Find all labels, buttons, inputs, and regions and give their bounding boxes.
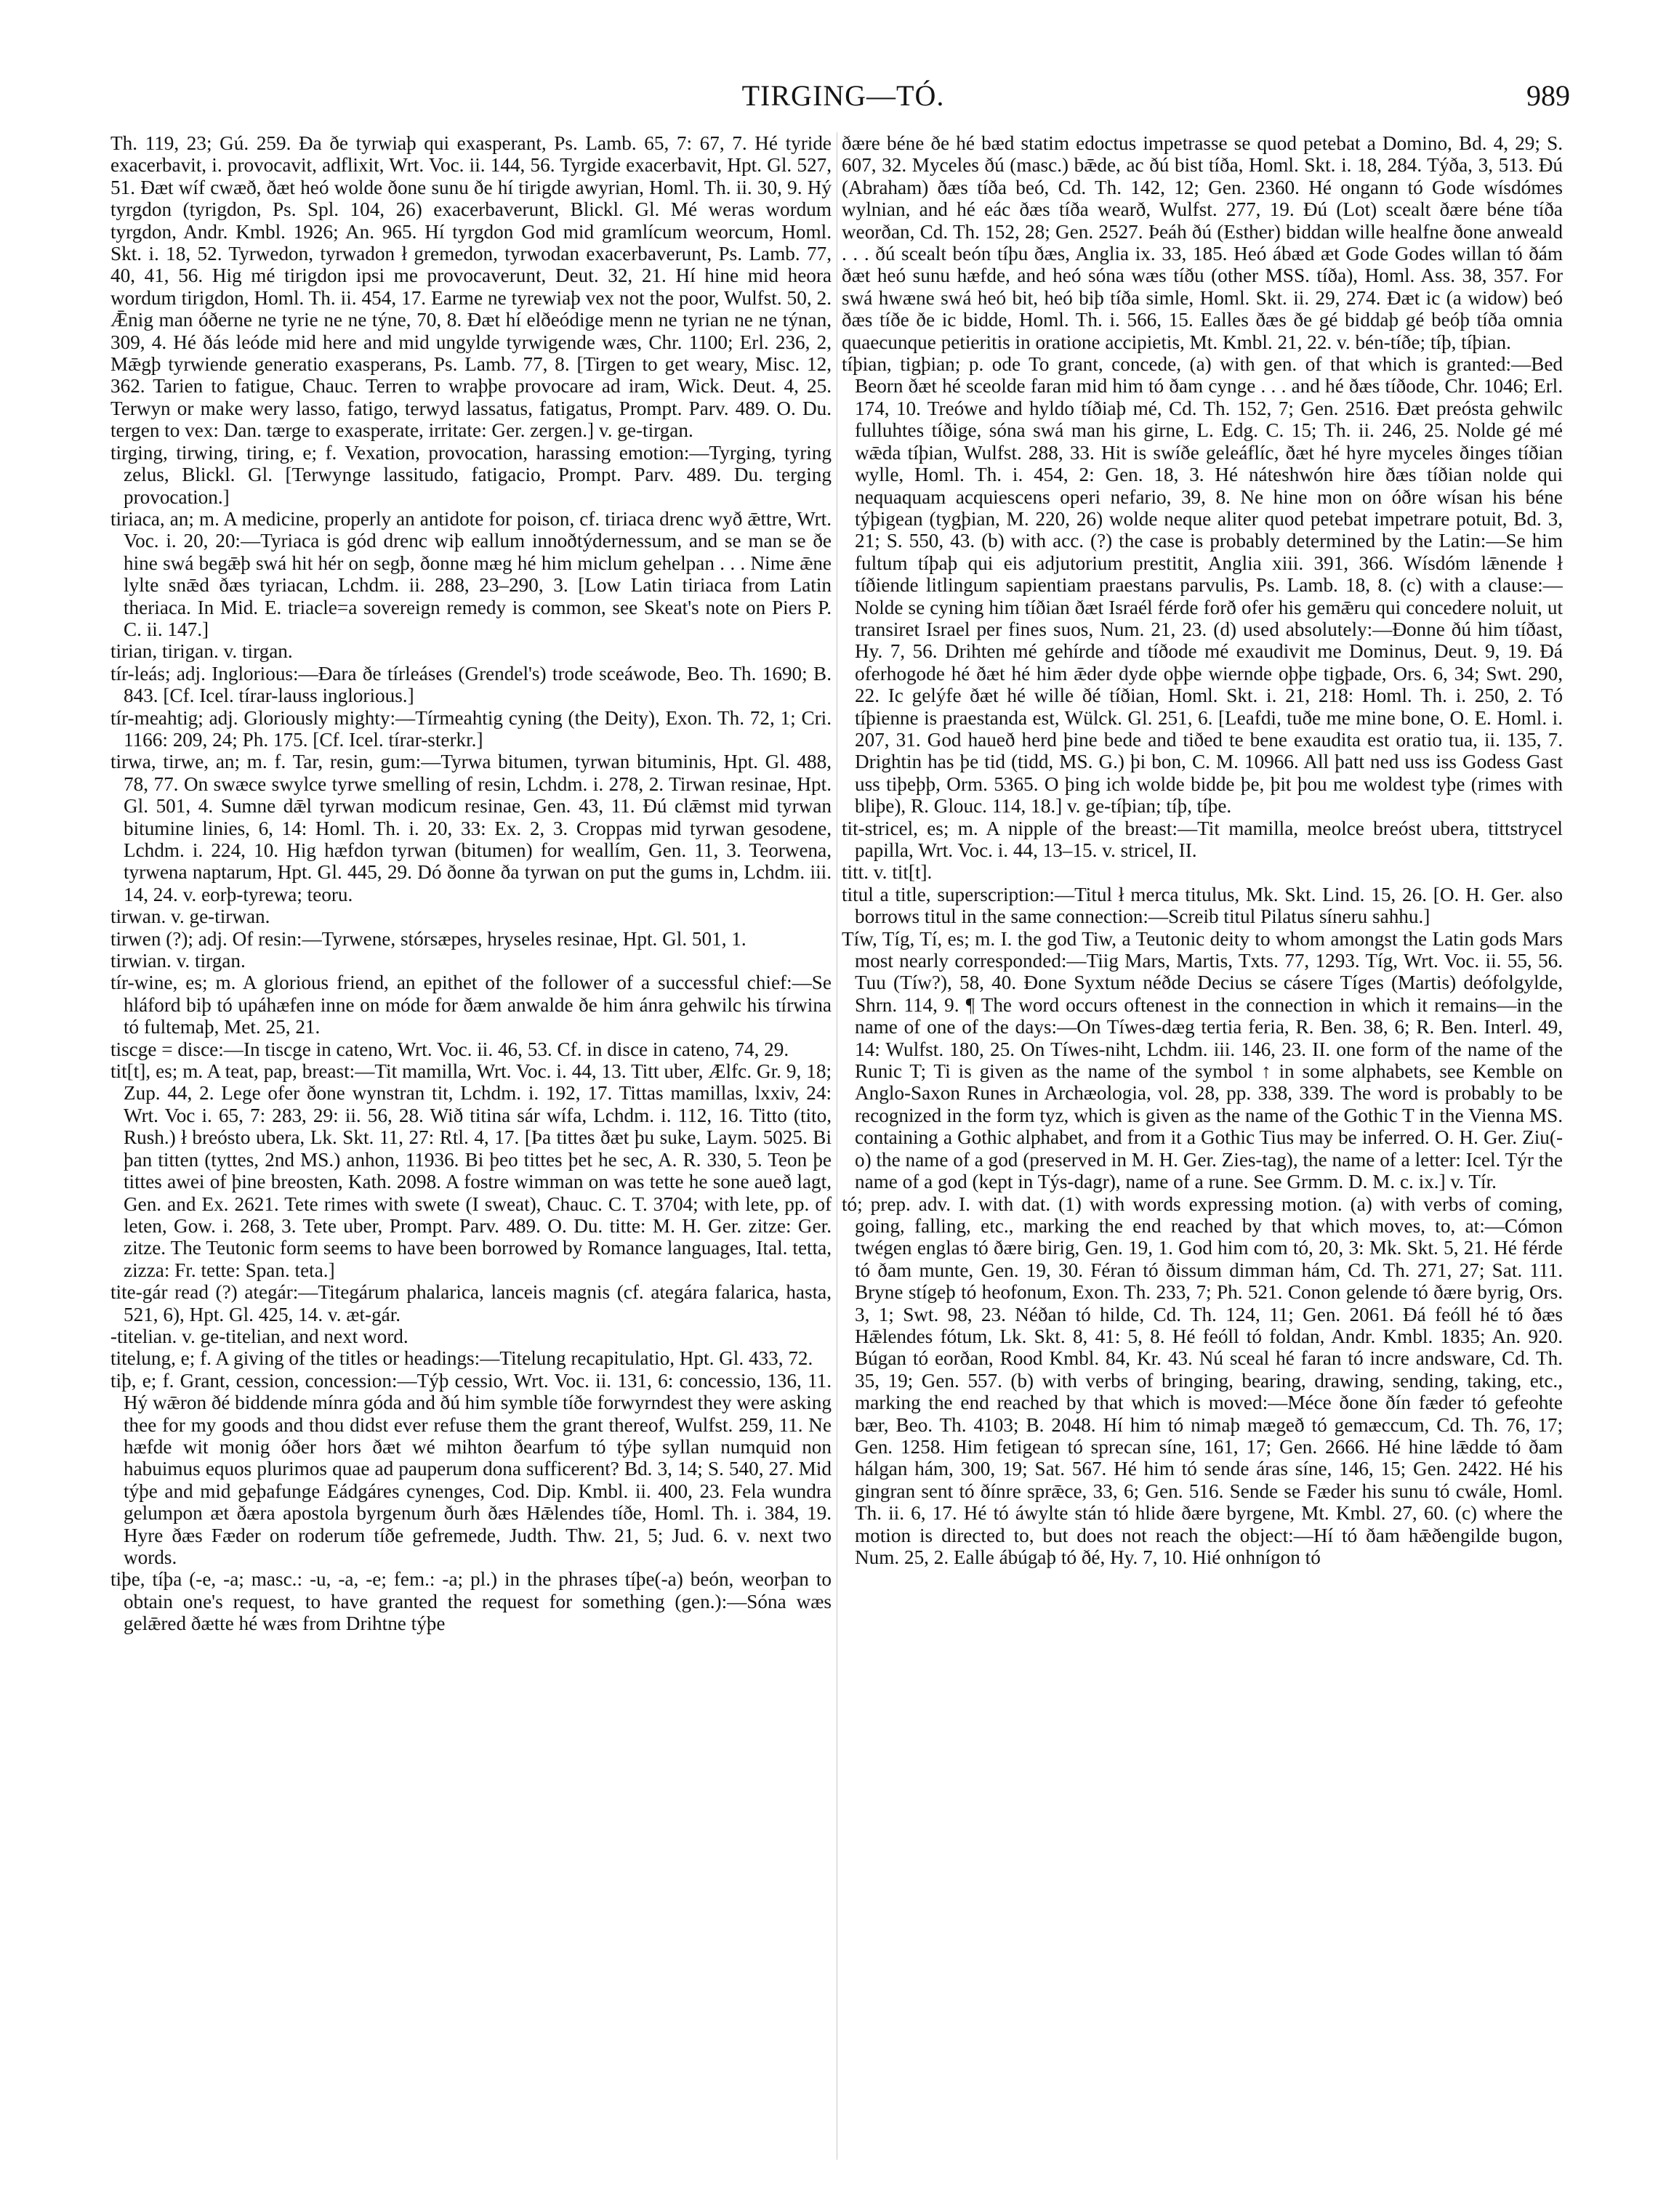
entry-tit-stricel: tit-stricel, es; m. A nipple of the breast:—Tit mamilla, meolce breóst ubera, tittstrycel papilla, Wrt. Voc. i. 44, 13–15. v. stricel, II. [842,817,1563,861]
entry-tithian: tíþian, tigþian; p. ode To grant, concede, (a) with gen. of that which is granted:—Bed Beorn ðæt hé sceolde faran mid him tó ðam cynge . . . and hé ðæs tíðode, Chr. 1046; Erl. 174, 10. Treówe and hyldo tíðiaþ mé, Cd. Th. 152, 7; Gen. 2516. Ðæt preósta gehwilc fulluhtes tíðige, sóna swá man his girne, L. Edg. C. 15; Th. ii. 246, 25. Nolde gé mé wǣda tíþian, Wulfst. 288, 33. Hit is swíðe geleáflíc, ðæt hé hyre myceles ðinges tíðian wylle, Homl. Th. i. 454, 2: Gen. 18, 3. Hé náteshwón hire ðæs tíðian nolde qui nequaquam acquiescens operi nefario, 39, 8. Ne hine mon on óðre wísan his béne týþigean (tygþian, M. 220, 26) wolde neque aliter quod petebat impetrare potuit, Bd. 3, 21; S. 550, 43. (b) with acc. (?) the case is probably determined by the Latin:—Se him fultum tíþaþ qui eis adjutorium prestitit, Anglia xiii. 391, 366. Wísdóm lǣnende ł tíðiende litlingum sapientiam praestans parvulis, Ps. Lamb. 18, 8. (c) with a clause:—Nolde se cyning him tíðian ðæt Israél férde forð ofer his gemǣru qui concedere noluit, ut transiret Israel per fines suos, Num. 21, 23. (d) used absolutely:—Ðonne ðú him tíðast, Hy. 7, 56. Drihten mé gehírde and tíðode mé exaudivit me Dominus, Deut. 9, 19. Ðá oferhogode hé ðæt hé him ǣder dyde oþþe wiernde oþþe tigþade, Ors. 6, 34; Swt. 290, 22. Ic gelýfe ðæt hé wille ðé tíðian, Homl. Skt. i. 21, 218: Homl. Th. i. 250, 2. Tó tíþienne is praestanda est, Wülck. Gl. 251, 6. [Leafdi, tuðe me mine bone, O. E. Homl. i. 207, 31. God haueð herd þine bede and tiðed te bene exaudita est oratio tua, ii. 135, 7. Drightin has þe tid (tidd, MS. G.) þi bon, C. M. 10966. All þatt ned uss iss Godess Gast uss tiþeþþ, Orm. 5365. O þing ich wolde bidde þe, þit þou me woldest tyþe (rimes with bliþe), R. Glouc. 114, 18.] v. ge-tíþian; tíþ, tíþe. [842,353,1563,818]
entry-continuation: Th. 119, 23; Gú. 259. Ða ðe tyrwiaþ qui exasperant, Ps. Lamb. 65, 7: 67, 7. Hé tyride exacerbavit, i. provocavit, adflixit, Wrt. Voc. ii. 144, 56. Tyrgide exacerbavit, Hpt. Gl. 527, 51. Ðæt wíf cwæð, ðæt heó wolde ðone sunu ðe hí tirigde awyrian, Homl. Th. ii. 30, 9. Hý tyrgdon (tyrigdon, Ps. Spl. 104, 26) exacerbaverunt, Blickl. Gl. Mé weras wordum tyrgdon, Andr. Kmbl. 1926; An. 965. Hí tyrgdon God mid gramlícum weorcum, Homl. Skt. i. 18, 52. Tyrwedon, tyrwadon ł gremedon, tyrwodan exacerbaverunt, Ps. Lamb. 77, 40, 41, 56. Hig mé tirigdon ipsi me provocaverunt, Deut. 32, 21. Hí hine mid heora wordum tirigdon, Homl. Th. ii. 454, 17. Earme ne tyrewiaþ vex not the poor, Wulfst. 50, 2. Ǣnig man óðerne ne tyrie ne ne týne, 70, 8. Ðæt hí elðeódige menn ne tyrian ne ne týnan, 309, 4. Hé ðás leóde mid here and mid ungylde tyrwigende wæs, Chr. 1100; Erl. 236, 2, Mǣgþ tyrwiende generatio exasperans, Ps. Lamb. 77, 8. [Tirgen to get weary, Misc. 12, 362. Tarien to fatigue, Chauc. Terren to wraþþe provocare ad iram, Wick. Deut. 4, 25. Terwyn or make wery lasso, fatigo, terwyd lassatus, fatigatus, Prompt. Parv. 489. O. Du. tergen to vex: Dan. tærge to exasperate, irritate: Ger. zergen.] v. ge-tirgan. [110,132,832,442]
entry-titelung: titelung, e; f. A giving of the titles or headings:—Titelung recapitulatio, Hpt. Gl. 433, 72. [110,1347,813,1370]
right-column [842,132,1563,2160]
entry-to: tó; prep. adv. I. with dat. (1) with words expressing motion. (a) with verbs of coming, going, falling, etc., marking the end reached by that which moves, to, at:—Cómon twégen englas tó ðære birig, Gen. 19, 1. God him com tó, 20, 3: Mk. Skt. 5, 21. Hé férde tó ðam munte, Gen. 19, 30. Féran tó ðissum dimman hám, Cd. Th. 271, 27; Sat. 111. Bryne stígeþ tó heofonum, Exon. Th. 233, 7; Ph. 521. Conon gelende tó ðære byrig, Ors. 3, 1; Swt. 98, 23. Néðan tó hilde, Cd. Th. 124, 11; Gen. 2061. Ðá feóll hé tó ðæs Hǣlendes fótum, Lk. Skt. 8, 41: 5, 8. Hé feóll tó foldan, Andr. Kmbl. 1835; An. 920. Búgan tó eorðan, Rood Kmbl. 84, Kr. 43. Nú sceal hé faran tó incre andsware, Cd. Th. 35, 19; Gen. 557. (b) with verbs of bringing, bearing, drawing, sending, taking, etc., marking the end reached by that which is moved:—Méce ðone ðín fæder tó gefeohte bær, Beo. Th. 4103; B. 2048. Hí him tó nimaþ mægeð tó gemæccum, Cd. Th. 76, 17; Gen. 1258. Him fetigean tó sprecan síne, 161, 17; Gen. 2666. Hé hine lǣdde tó ðam hálgan hám, 300, 19; Sat. 567. Hé him tó sende áras síne, 146, 15; Gen. 2422. Hé his gingran sent tó ðínre sprǣce, 33, 6; Gen. 516. Sende se Fæder his sunu tó cwále, Homl. Th. ii. 6, 17. Hé tó áwylte stán tó hlide ðære byrgene, Mt. Kmbl. 27, 60. (c) where the motion is directed to, but does not reach the object:—Hí tó ðam hǣðengilde bugon, Num. 25, 2. Ealle ábúgaþ tó ðé, Hy. 7, 10. Hié onhnígon tó [842,1192,1563,1568]
entry-titt-ref: titt. v. tit[t]. [842,861,933,884]
entry-tirwen: tirwen (?); adj. Of resin:—Tyrwene, stórsæpes, hryseles resinae, Hpt. Gl. 501, 1. [110,927,747,950]
entry-tite-gar: tite-gár read (?) ategár:—Titegárum phalarica, lanceis magnis (cf. ategára falarica, hasta, 521, 6), Hpt. Gl. 425, 14. v. æt-gár. [110,1281,832,1325]
entry-tith: tiþ, e; f. Grant, cession, concession:—Týþ cessio, Wrt. Voc. ii. 131, 6: concessio, 136, 11. Hý wǣron ðé biddende mínra góda and ðú him symble tíðe forwyrndest they were asking thee for my goods and thou didst ever refuse them the grant thereof, Wulfst. 259, 11. Ne hæfde wit monig óðer hors ðæt wé mihton ðearfum tó týþe syllan numquid non habuimus equos plurimos quae ad pauperum dona sufficerent? Bd. 3, 14; S. 540, 27. Mid týþe and mid geþafunge Eádgáres cynenges, Cod. Dip. Kmbl. ii. 400, 23. Fela wundra gelumpon æt ðæra apostola byrgenum ðurh ðæs Hǣlendes tíðe, Homl. Th. i. 384, 19. Hyre ðæs Fæder on roderum tíðe gefremede, Judth. Thw. 21, 5; Jud. 6. v. next two words. [110,1369,832,1568]
entry-tiw: Tíw, Tíg, Tí, es; m. I. the god Tiw, a Teutonic deity to whom amongst the Latin gods Mars most nearly corresponded:—Tiig Mars, Martis, Txts. 77, 1293. Tíg, Wrt. Voc. ii. 55, 56. Tuu (Tíw?), 58, 40. Ðone Syxtum néðde Decius se cásere Tíges (Martis) deófolgylde, Shrn. 114, 9. ¶ The word occurs oftenest in the connection in which it remains—in the name of one of the days:—On Tíwes-dæg tertia feria, R. Ben. 38, 6; R. Ben. Interl. 49, 14: Wulfst. 180, 25. On Tíwes-niht, Lchdm. iii. 146, 23. II. one form of the name of the Runic T; Ti is given as the name of the symbol ↑ in some alphabets, see Kemble on Anglo-Saxon Runes in Archæologia, vol. 28, pp. 338, 339. The word is probably to be recognized in the form tyz, which is given as the name of the Gothic T in the Vienna MS. containing a Gothic alphabet, and from it a Gothic Tius may be inferred. O. H. Ger. Ziu(-o) the name of a god (preserved in M. H. Ger. Zies-tag), the name of a letter: Icel. Týr the name of a god (kept in Týs-dagr), name of a rune. See Grmm. D. M. c. ix.] v. Tír. [842,927,1563,1193]
running-header [116,78,1570,119]
entry-tir-wine: tír-wine, es; m. A glorious friend, an epithet of the follower of a successful chief:—Se hláford biþ tó upáhæfen inne on móde for ðæm anwalde ðe him ánra gehwilc his tírwina tó fultemaþ, Met. 25, 21. [110,972,832,1038]
page-number: 989 [1526,79,1570,112]
entry-tirwa: tirwa, tirwe, an; m. f. Tar, resin, gum:—Tyrwa bitumen, tyrwan bituminis, Hpt. Gl. 488, 78, 77. On swæce swylce tyrwe smelling of resin, Lchdm. i. 278, 2. Tirwan resinae, Hpt. Gl. 501, 4. Sumne dǣl tyrwan modicum resinae, Gen. 43, 11. Ðú clǣmst mid tyrwan bitumine linies, 6, 14: Homl. Th. i. 20, 33: Ex. 2, 3. Croppas mid tyrwan gesodene, Lchdm. i. 224, 10. Hig hæfdon tyrwan (bitumen) for weallím, Gen. 11, 3. Teorwena, tyrwena naptarum, Hpt. Gl. 445, 29. Dó ðonne ða tyrwan on put the gums in, Lchdm. iii. 14, 24. v. eorþ-tyrewa; teoru. [110,751,832,905]
page-title: TIRGING—TÓ. [741,79,945,112]
entry-tirwan: tirwan. v. ge-tirwan. [110,905,270,928]
entry-tir-meahtig: tír-meahtig; adj. Gloriously mighty:—Tírmeahtig cyning (the Deity), Exon. Th. 72, 1; Cri. 1166: 209, 24; Ph. 175. [Cf. Icel. tírar-sterkr.] [110,706,832,751]
left-column [110,132,832,2160]
entry-tirging: tirging, tirwing, tiring, e; f. Vexation, provocation, harassing emotion:—Tyrging, tyring zelus, Blickl. Gl. [Terwynge lassitudo, fatigacio, Prompt. Parv. 489. Du. terging provocation.] [110,441,832,508]
entry-titul: titul a title, superscription:—Titul ł merca titulus, Mk. Skt. Lind. 15, 26. [O. H. Ger. also borrows titul in the same connection:—Screib titul Pilatus síneru sahhu.] [842,883,1563,928]
entry-titt: tit[t], es; m. A teat, pap, breast:—Tit mamilla, Wrt. Voc. i. 44, 13. Titt uber, Ælfc. Gr. 9, 18; Zup. 44, 2. Lege ofer ðone wynstran tit, Lchdm. i. 192, 17. Tittas mamillas, lxxiv, 24: Wrt. Voc i. 65, 7: 283, 29: ii. 56, 28. Wið titina sár wífa, Lchdm. i. 112, 16. Titto (tito, Rush.) ł breósto ubera, Lk. Skt. 11, 27: Rtl. 4, 17. [Þa tittes ðæt þu suke, Laym. 5025. Bi þan titten (tyttes, 2nd MS.) anhon, 11936. Bi þeo tittes þet he sec, A. R. 330, 5. Teon þe tittes awei of þine breosten, Kath. 2098. A fostre wimman on was tette he sone aueð lagt, Gen. and Ex. 2621. Tete rimes with swete (I sweat), Chauc. C. T. 3704; with lete, pp. of leten, Gow. i. 268, 3. Tete uber, Prompt. Parv. 489. O. Du. titte: M. H. Ger. zitze: Ger. zitze. The Teutonic form seems to have been borrowed by Romance languages, Ital. tetta, zizza: Fr. tette: Span. teta.] [110,1060,832,1281]
entry-continuation-right: ðære béne ðe hé bæd statim edoctus impetrasse se quod petebat a Domino, Bd. 4, 29; S. 607, 32. Myceles ðú (masc.) bǣde, ac ðú bist tíða, Homl. Skt. i. 18, 284. Týða, 3, 513. Ðú (Abraham) ðæs tíða beó, Cd. Th. 142, 12; Gen. 2360. Hé ongann tó Gode wísdómes wylnian, and hé eác ðæs tíða wearð, Wulfst. 277, 19. Ðú (Lot) scealt ðære béne tíða weorðan, Cd. Th. 152, 28; Gen. 2527. Þeáh ðú (Esther) biddan wille healfne ðone anweald . . . ðú scealt beón tíþu ðæs, Anglia ix. 33, 185. Heó ábæd æt Gode Godes willan tó ðám ðæt heó sunu hæfde, and heó sóna wæs tíðu (other MSS. tíða), Homl. Ass. 38, 357. For swá hwæne swá heó bit, heó biþ tíða simle, Homl. Skt. ii. 29, 274. Ðæt ic (a widow) beó ðæs tíðe ðe ic bidde, Homl. Th. i. 566, 15. Ealles ðæs ðe gé biddaþ gé beóþ tíða omnia quaecunque petieritis in oratione accipietis, Mt. Kmbl. 21, 22. v. bén-tíðe; tíþ, tíþian. [842,132,1563,353]
entry-tithe: tiþe, tíþa (-e, -a; masc.: -u, -a, -e; fem.: -a; pl.) in the phrases tíþe(-a) beón, weorþan to obtain one's request, to have granted the request for something (gen.):—Sóna wæs gelǣred ðætte hé wæs from Drihtne týþe [110,1568,832,1635]
entry-tiscge: tiscge = disce:—In tiscge in cateno, Wrt. Voc. ii. 46, 53. Cf. in disce in cateno, 74, 29. [110,1038,789,1060]
entry-tir-leas: tír-leás; adj. Inglorious:—Ðara ðe tírleáses (Grendel's) trode sceáwode, Beo. Th. 1690; B. 843. [Cf. Icel. tírar-lauss inglorious.] [110,662,832,707]
entry-tirwian: tirwian. v. tirgan. [110,950,246,972]
entry-titelian: -titelian. v. ge-titelian, and next word. [110,1325,409,1347]
entry-tiriaca: tiriaca, an; m. A medicine, properly an antidote for poison, cf. tiriaca drenc wyð ǣttre, Wrt. Voc. i. 20, 20:—Tyriaca is gód drenc wiþ eallum innoðtýdernessum, and se man se ðe hine swá begǣþ swá hit hér on segþ, ðonne mæg hé him miclum gehelpan . . . Nime ǣne lylte snǣd ðæs tyriacan, Lchdm. ii. 288, 23–290, 3. [Low Latin tiriaca from Latin theriaca. In Mid. E. triacle=a sovereign remedy is common, see Skeat's note on Piers P. C. ii. 147.] [110,507,832,640]
entry-tirian: tirian, tirigan. v. tirgan. [110,640,293,663]
